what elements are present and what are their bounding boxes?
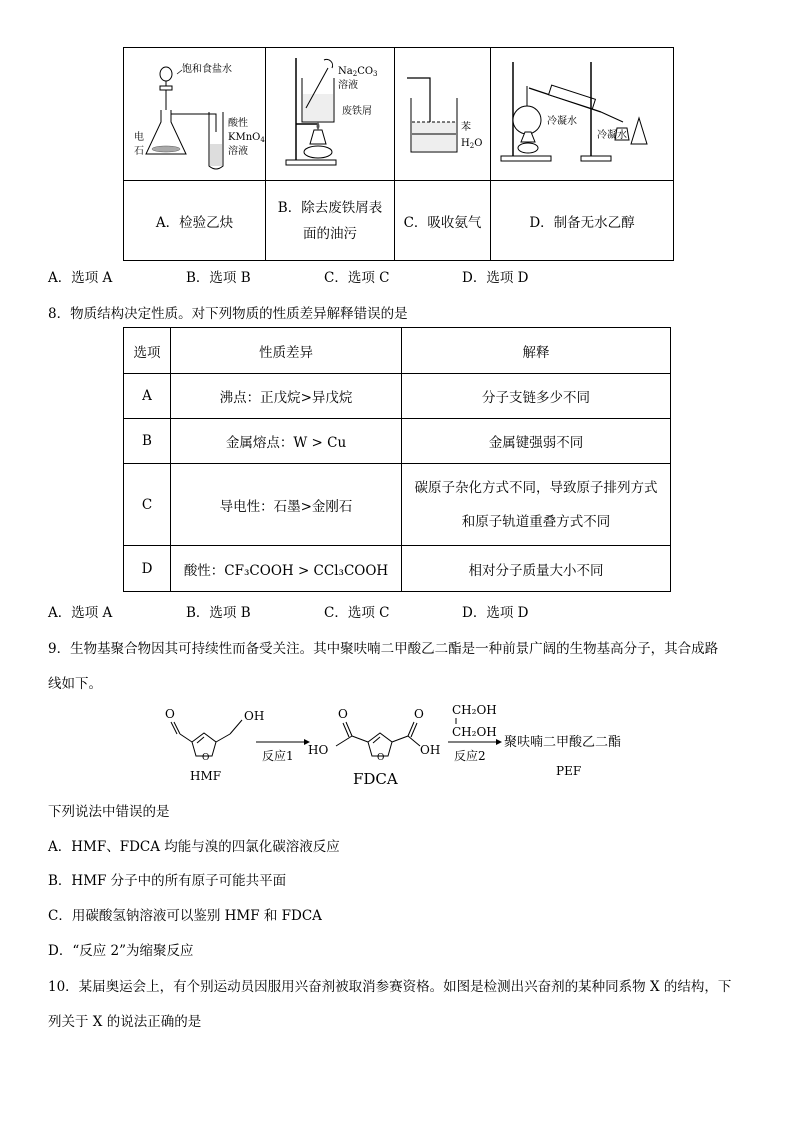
- label-solution: 溶液: [338, 80, 358, 91]
- reagent-line1: CH₂OH: [452, 703, 497, 717]
- ammonia-absorption-apparatus-diagram: [395, 48, 490, 176]
- q9-stem-line2: 线如下。: [48, 676, 102, 692]
- q8-row-d-difference: 酸性：CF₃COOH > CCl₃COOH: [171, 546, 402, 592]
- q7-option-c: C．选项 C: [324, 270, 390, 286]
- svg-text:O: O: [202, 753, 210, 763]
- fdca-left-ho: HO: [308, 743, 329, 757]
- synthesis-scheme: [150, 698, 650, 790]
- fdca-right-o: O: [414, 707, 424, 721]
- q8-row-a-difference: 沸点：正戊烷>异戊烷: [171, 374, 402, 419]
- label-kmno4-2: KMnO: [228, 132, 261, 143]
- hmf-carbonyl-o: O: [165, 707, 175, 721]
- q8-option-a: A．选项 A: [48, 605, 113, 621]
- hmf-name: HMF: [190, 769, 222, 783]
- q8-header-explanation: 解释: [402, 328, 671, 374]
- apparatus-c-cell: [395, 48, 491, 181]
- label-iron-scrap: 废铁屑: [342, 106, 372, 117]
- q8-row-b-option: B: [124, 419, 171, 464]
- q8-stem: 8．物质结构决定性质。对下列物质的性质差异解释错误的是: [48, 306, 408, 322]
- q8-row-d-option: D: [124, 546, 171, 592]
- label-benzene: 苯: [461, 122, 471, 133]
- fdca-name: FDCA: [353, 770, 398, 788]
- q8-header-difference: 性质差异: [171, 328, 402, 374]
- caption-b: [266, 181, 395, 261]
- fdca-left-o: O: [338, 707, 348, 721]
- q9-choice-d: D．“反应 2”为缩聚反应: [48, 943, 194, 959]
- q9-choice-b: B．HMF 分子中的所有原子可能共平面: [48, 873, 287, 889]
- caption-b-line1: B．除去废铁屑表: [277, 199, 383, 216]
- table-row: [124, 464, 671, 546]
- label-cooling-water-out: 冷凝水: [597, 130, 627, 141]
- q7-option-d: D．选项 D: [462, 270, 529, 286]
- q7-option-a: A．选项 A: [48, 270, 113, 286]
- q10-stem-line1: 10．某届奥运会上，有个别运动员因服用兴奋剂被取消参赛资格。如图是检测出兴奋剂的某种同系物 X 的结构，下: [48, 979, 732, 995]
- q8-row-c-option: C: [124, 464, 171, 546]
- q8-header-option: 选项: [124, 328, 171, 374]
- q8-table: [123, 327, 671, 592]
- q8-option-b: B．选项 B: [186, 605, 251, 621]
- reagent-line2: CH₂OH: [452, 725, 497, 739]
- apparatus-a-cell: [124, 48, 266, 181]
- label-water: H: [461, 138, 470, 149]
- q8-row-c-difference: 导电性：石墨>金刚石: [171, 464, 402, 546]
- table-row: [124, 374, 671, 419]
- apparatus-b-cell: [266, 48, 395, 181]
- q8-row-c-explanation: [402, 464, 671, 546]
- reaction-1-label: 反应1: [262, 749, 294, 763]
- q10-stem-line2: 列关于 X 的说法正确的是: [48, 1014, 202, 1030]
- q8-row-a-option: A: [124, 374, 171, 419]
- pef-abbreviation: PEF: [556, 764, 582, 778]
- reaction-2-label: 反应2: [454, 749, 486, 763]
- fdca-right-oh: OH: [420, 743, 441, 757]
- q7-options: [48, 266, 608, 286]
- caption-a: A．检验乙炔: [124, 181, 266, 261]
- svg-text:O: O: [377, 753, 385, 763]
- table-row: [124, 546, 671, 592]
- svg-text:H2O: $H_2O$: [461, 138, 483, 150]
- q8-option-d: D．选项 D: [462, 605, 529, 621]
- q8-row-a-explanation: 分子支链多少不同: [402, 374, 671, 419]
- caption-b-line2: 面的油污: [303, 225, 357, 242]
- caption-d: D．制备无水乙醇: [491, 181, 674, 261]
- q8-row-c-explanation-line1: 碳原子杂化方式不同，导致原子排列方式: [414, 479, 658, 496]
- label-kmno4-sub: 4: [260, 136, 265, 144]
- label-carbide-1: 电: [134, 132, 144, 143]
- caption-c: C．吸收氨气: [395, 181, 491, 261]
- label-saturated-brine: 饱和食盐水: [182, 64, 232, 75]
- q9-choice-a: A．HMF、FDCA 均能与溴的四氯化碳溶液反应: [48, 839, 340, 855]
- distillation-apparatus-diagram: [491, 48, 673, 176]
- pef-name: 聚呋喃二甲酸乙二酯: [504, 735, 622, 750]
- q7-apparatus-table: [123, 47, 674, 261]
- grease-removal-apparatus-diagram: [266, 48, 394, 176]
- q9-stem-line1: 9．生物基聚合物因其可持续性而备受关注。其中聚呋喃二甲酸乙二酯是一种前景广阔的生物基高分子，其合成路: [48, 641, 719, 657]
- hmf-structure: [165, 707, 264, 783]
- label-cooling-water-in: 冷凝水: [547, 116, 577, 127]
- label-carbide-2: 石: [134, 146, 144, 157]
- q8-options: [48, 601, 608, 621]
- fdca-structure: [308, 707, 440, 788]
- svg-text:Na2CO3: $Na_2CO_3$: [338, 66, 378, 78]
- label-na2co3: Na: [338, 66, 353, 77]
- q9-question: 下列说法中错误的是: [48, 804, 170, 820]
- q8-option-c: C．选项 C: [324, 605, 390, 621]
- q8-row-d-explanation: 相对分子质量大小不同: [402, 546, 671, 592]
- table-row: [124, 419, 671, 464]
- hmf-hydroxyl: OH: [244, 709, 265, 723]
- q8-row-c-explanation-line2: 和原子轨道重叠方式不同: [461, 513, 611, 530]
- q8-row-b-difference: 金属熔点：W > Cu: [171, 419, 402, 464]
- apparatus-d-cell: [491, 48, 674, 181]
- label-kmno4-3: 溶液: [228, 146, 248, 157]
- svg-text:KMnO4: [228, 132, 265, 144]
- label-kmno4-1: 酸性: [228, 118, 248, 129]
- acetylene-apparatus-diagram: [124, 48, 265, 176]
- q7-option-b: B．选项 B: [186, 270, 251, 286]
- q9-choice-c: C．用碳酸氢钠溶液可以鉴别 HMF 和 FDCA: [48, 908, 322, 924]
- q8-row-b-explanation: 金属键强弱不同: [402, 419, 671, 464]
